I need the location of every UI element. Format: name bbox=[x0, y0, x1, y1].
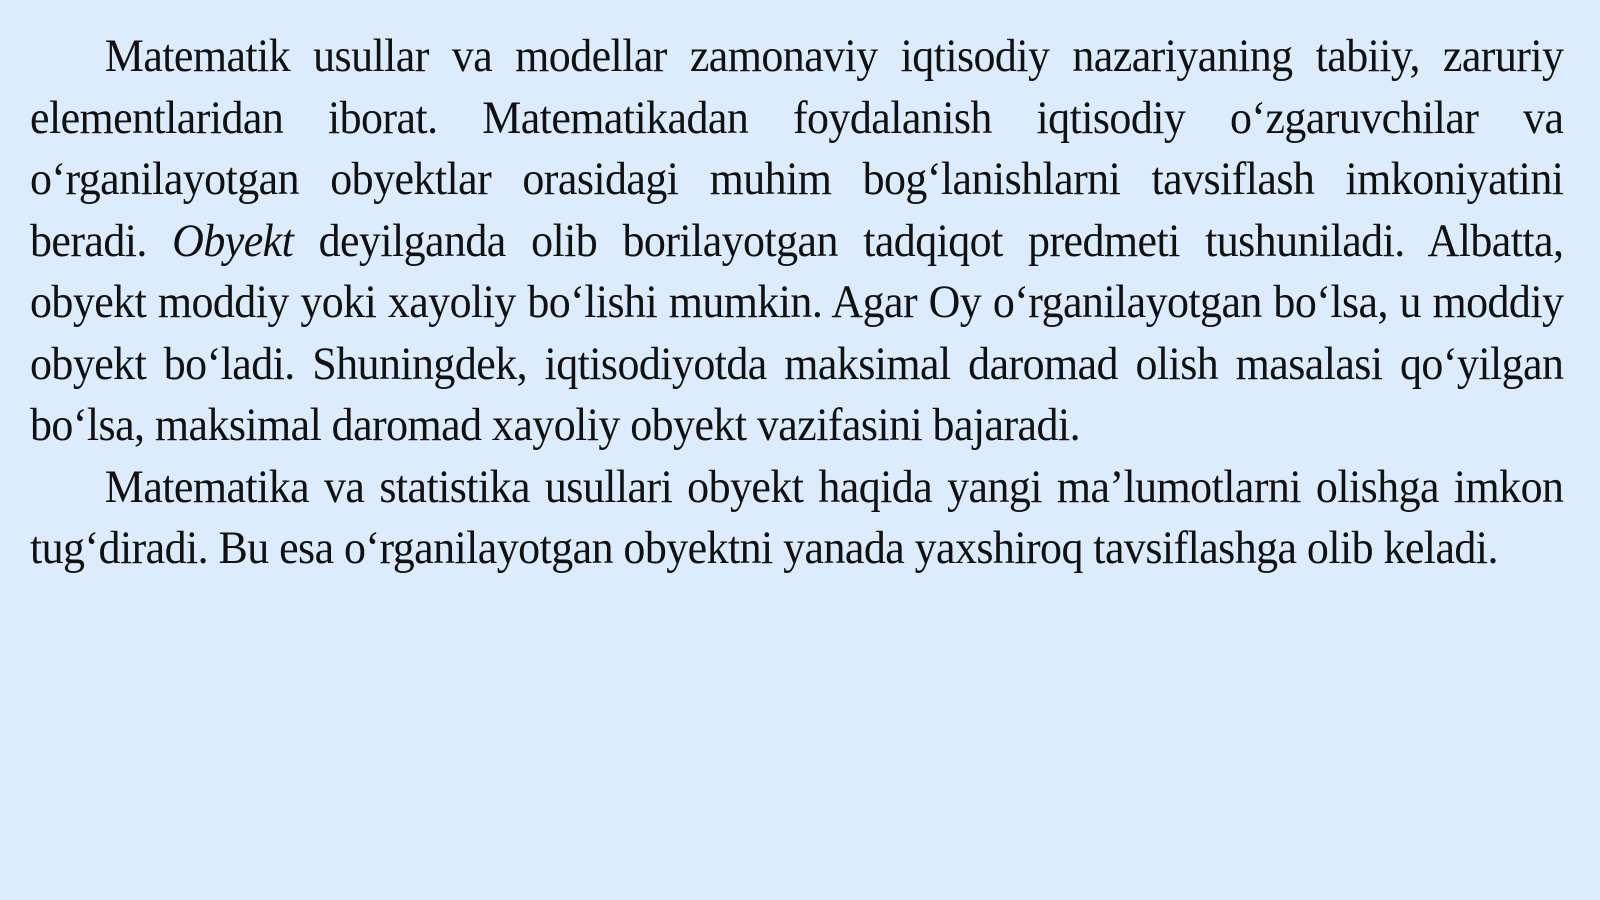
paragraph-1 bbox=[30, 26, 1563, 457]
paragraph-2 bbox=[30, 457, 1563, 580]
paragraph-1-text-a: Matematik usullar va modellar zamonaviy iqtisodiy nazariyaning tabiiy, zaruriy elementlaridan iborat. Matematikadan foydalanish iqtisodiy o‘zgaruvchilar va o‘rganilayotgan obyektlar orasidagi muhim bog‘lanishlarni tavsiflash imkoniyatini beradi. bbox=[30, 30, 1564, 267]
paragraph-2-text: Matematika va statistika usullari obyekt haqida yangi ma’lumotlarni olishga imkon tug‘diradi. Bu esa o‘rganilayotgan obyektni yanada yaxshiroq tavsiflashga olib keladi. bbox=[30, 460, 1564, 574]
italic-term-obyekt: Obyekt bbox=[172, 214, 294, 267]
paragraph-1-text-b: deyilganda olib borilayotgan tadqiqot predmeti tushuniladi. Albatta, obyekt moddiy yoki xayoliy bo‘lishi mumkin. Agar Oy o‘rganilayotgan bo‘lsa, u moddiy obyekt bo‘ladi. Shuningdek, iqtisodiyotda maksimal daromad olish masalasi qo‘yilgan bo‘lsa, maksimal daromad xayoliy obyekt vazifasini bajaradi. bbox=[30, 214, 1564, 451]
